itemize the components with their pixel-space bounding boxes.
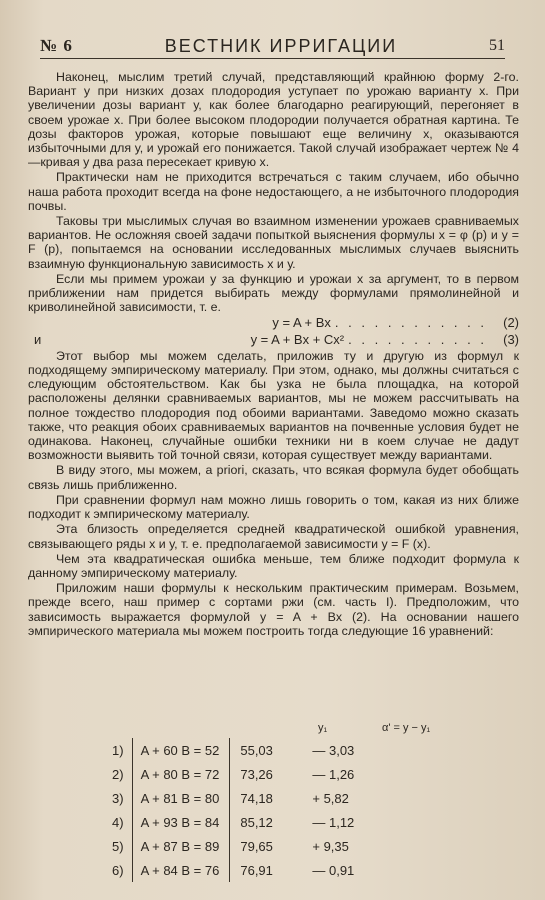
- table-row: 1) A + 60 B = 52 55,03 — 3,03: [108, 738, 358, 762]
- paragraph: Наконец, мыслим третий случай, представляющий крайнюю форму 2-го. Вариант у при низких дозах плодородия уступает по урожаю варианту х. При увеличении дозы вариант у, как более благодарно реагирующий, перегоняет в своем урожае х. При более высоком плодородии получается обратная картина. Те дозы факторов урожая, которые повышают еще величину х, оказываются избыточными для у, и урожай его понижается. Такой случай изображает чертеж № 4—кривая у два раза пересекает кривую х.: [28, 70, 519, 170]
- paragraph: Чем эта квадратическая ошибка меньше, тем ближе подходит формула к данному эмпирическому материалу.: [28, 551, 519, 580]
- table-row: 5) A + 87 B = 89 79,65 + 9,35: [108, 834, 358, 858]
- formula-number: (2): [503, 315, 519, 331]
- page-number: 51: [489, 37, 505, 54]
- formula-conjunction: и: [34, 331, 42, 347]
- paragraph: В виду этого, мы можем, a priori, сказать, что всякая формула будет обобщать связь лишь приближенно.: [28, 463, 519, 492]
- paragraph: Если мы примем урожаи у за функцию и урожаи х за аргумент, то в первом приближении нам придется выбирать между формулами прямолинейной и криволинейной зависимости, т. е.: [28, 271, 519, 315]
- column-header-deviation: α' = y − y₁: [382, 722, 431, 734]
- formula-expression: y = A + Bx + Cx²: [250, 331, 345, 347]
- formula-leader-dots: . . . . . . . . . . . .: [334, 315, 487, 331]
- table-row: 2) A + 80 B = 72 73,26 — 1,26: [108, 762, 358, 786]
- paragraph: Таковы три мыслимых случая во взаимном изменении урожаев сравниваемых вариантов. Не осложняя своей задачи попыткой выяснения формулы x = φ (p) и y = F (p), попытаемся на основании исследованных мыслимых случаев выяснить взаимную функциональную зависимость х и у.: [28, 214, 519, 271]
- running-header: [40, 34, 505, 59]
- article-body: [28, 70, 519, 639]
- paragraph: Практически нам не приходится встречаться с таким случаем, ибо обычно наша работа проходит всегда на фоне недостающего, а не избыточного плодородия почвы.: [28, 170, 519, 213]
- paragraph: При сравнении формул нам можно лишь говорить о том, какая из них ближе подходит к эмпирическому материалу.: [28, 492, 519, 522]
- formula-number: (3): [503, 331, 519, 347]
- equations-table: [108, 738, 358, 882]
- paragraph: Эта близость определяется средней квадратической ошибкой уравнения, связывающего ряды х и у, т. е. предполагаемой зависимости y = F (x).: [28, 522, 519, 551]
- table-row: 3) A + 81 B = 80 74,18 + 5,82: [108, 786, 358, 810]
- formula-leader-dots: . . . . . . . . . . .: [348, 331, 487, 347]
- issue-number: № 6: [40, 36, 73, 55]
- paragraph: Этот выбор мы можем сделать, приложив ту и другую из формул к подходящему эмпирическому материалу. При этом, однако, мы должны считаться с следующим обстоятельством. Как бы узка не была площадка, на которой расположены делянки сравниваемых вариантов, мы не можем рассчитывать на полное тождество плодородия под обоими вариантами. Заведомо можно сказать также, что реакция обоих сравниваемых вариантов на почвенные условия будет не одинакова. Наконец, случайные ошибки техники ни в коем случае не дадут возможности выявить той точной связи, которая существует между вариантами.: [28, 348, 519, 463]
- table-row: 6) A + 84 B = 76 76,91 — 0,91: [108, 858, 358, 882]
- formula-quadratic: [28, 333, 519, 347]
- column-header-y1: y₁: [318, 722, 328, 734]
- paragraph: Приложим наши формулы к нескольким практическим примерам. Возьмем, прежде всего, наш пример с сортами ржи (см. часть I). Предположим, что зависимость выражается формулой y = A + Bx (2). На основании нашего эмпирического материала мы можем построить тогда следующие 16 уравнений:: [28, 581, 519, 638]
- table-row: 4) A + 93 B = 84 85,12 — 1,12: [108, 810, 358, 834]
- journal-title: ВЕСТНИК ИРРИГАЦИИ: [164, 35, 398, 56]
- formula-linear: [28, 316, 519, 330]
- formula-expression: y = A + Bx: [272, 315, 331, 331]
